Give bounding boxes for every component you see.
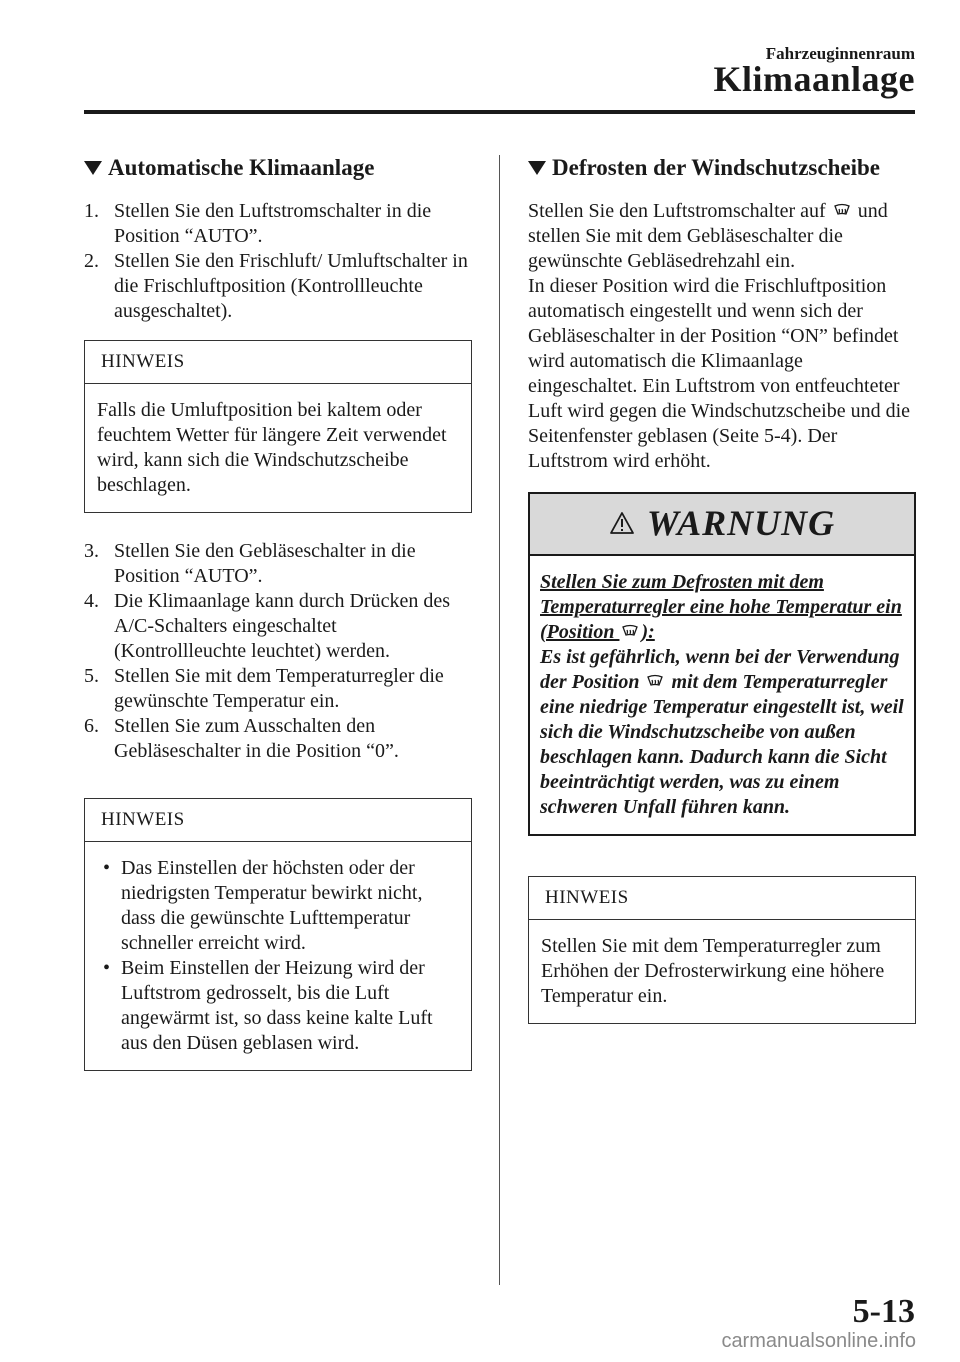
section-heading-automatic	[84, 155, 472, 181]
triangle-down-icon	[528, 161, 546, 175]
list-item	[97, 856, 459, 956]
list-item	[84, 714, 472, 764]
right-column	[528, 155, 916, 1050]
page-number: 5-13	[852, 1293, 915, 1330]
step-number: 1.	[84, 200, 99, 222]
list-item	[97, 956, 459, 1056]
warning-text: mit dem Temperaturregler eine niedrige Temperatur eingestellt ist, weil sich die Windschutzscheibe von außen beschlagen kann. Dadurch kann die Sicht beeinträchtigt werden, was zu einem schweren Unfall führen kann.	[540, 671, 904, 818]
warning-text: Es ist gefährlich, wenn bei der Verwendung der Position	[540, 646, 900, 693]
heading-text: Defrosten der Windschutzscheibe	[552, 155, 880, 180]
triangle-down-icon	[84, 161, 102, 175]
column-divider	[499, 155, 500, 1285]
note-text: Stellen Sie mit dem Temperaturregler zum Erhöhen der Defrosterwirkung eine höhere Temperatur ein.	[541, 935, 885, 1007]
chapter-title: Klimaanlage	[713, 59, 915, 99]
list-item	[84, 539, 472, 589]
step-text: Stellen Sie den Luftstromschalter in die Position “AUTO”.	[114, 200, 432, 247]
windshield-defrost-icon	[621, 624, 639, 640]
defrost-paragraph-1	[528, 199, 916, 274]
warning-body	[530, 556, 914, 834]
header-rule	[84, 110, 915, 114]
warning-lead-text: ):	[641, 621, 655, 643]
section-heading-defrost	[528, 155, 916, 181]
step-text: Die Klimaanlage kann durch Drücken des A/C-Schalters eingeschaltet (Kontrollleuchte leuchtet) werden.	[114, 590, 450, 662]
list-item	[84, 664, 472, 714]
note-box-3	[528, 876, 916, 1024]
step-number: 3.	[84, 540, 99, 562]
note-body	[85, 842, 471, 1070]
warning-header	[530, 494, 914, 556]
defrost-paragraph-2: In dieser Position wird die Frischluftposition automatisch eingestellt und wenn sich der Gebläseschalter in der Position “ON” befindet wird automatisch die Klimaanlage eingeschaltet. Ein Luftstrom von entfeuchteter Luft wird gegen die Windschutzscheibe und die Seitenfenster geblasen (Seite 5-4). Der Luftstrom wird erhöht.	[528, 275, 911, 472]
bullet-text: Beim Einstellen der Heizung wird der Luftstrom gedrosselt, bis die Luft angewärmt ist, so dass keine kalte Luft aus den Düsen geblasen wird.	[121, 957, 433, 1054]
warning-lead-text: Stellen Sie zum Defrosten mit dem Temperaturregler eine hohe Temperatur ein (Position	[540, 571, 902, 643]
note-bullets	[97, 856, 459, 1056]
note-box-1	[84, 340, 472, 513]
step-text: Stellen Sie mit dem Temperaturregler die gewünschte Temperatur ein.	[114, 665, 444, 712]
warning-lead	[540, 571, 902, 643]
paragraph-text: und stellen Sie mit dem Gebläseschalter die gewünschte Gebläsedrehzahl ein.	[528, 200, 888, 272]
bullet-icon: •	[103, 957, 111, 979]
heading-text: Automatische Klimaanlage	[108, 155, 375, 180]
steps-list-a	[84, 199, 472, 324]
section-title: Fahrzeuginnenraum	[765, 44, 915, 63]
list-item	[84, 199, 472, 249]
paragraph-text: Stellen Sie den Luftstromschalter auf	[528, 200, 826, 222]
bullet-text: Das Einstellen der höchsten oder der niedrigsten Temperatur bewirkt nicht, dass die gewünschte Lufttemperatur schneller erreicht wird.	[121, 857, 423, 954]
note-box-2	[84, 798, 472, 1071]
step-number: 5.	[84, 665, 99, 687]
bullet-icon: •	[103, 857, 111, 879]
warning-triangle-icon	[609, 511, 635, 535]
step-number: 4.	[84, 590, 99, 612]
left-column	[84, 155, 472, 1097]
steps-list-b	[84, 539, 472, 764]
step-text: Stellen Sie den Frischluft/ Umluftschalter in die Frischluftposition (Kontrollleuchte ausgeschaltet).	[114, 250, 468, 322]
note-title: HINWEIS	[529, 877, 915, 920]
step-number: 2.	[84, 250, 99, 272]
windshield-defrost-icon	[646, 674, 664, 690]
step-text: Stellen Sie den Gebläseschalter in die Position “AUTO”.	[114, 540, 416, 587]
warning-title: WARNUNG	[646, 503, 836, 543]
watermark-url: carmanualsonline.info	[721, 1330, 916, 1352]
note-title: HINWEIS	[85, 799, 471, 842]
windshield-defrost-icon	[833, 203, 851, 219]
list-item	[84, 589, 472, 664]
note-text: Falls die Umluftposition bei kaltem oder feuchtem Wetter für längere Zeit verwendet wird, kann sich die Windschutzscheibe beschlagen.	[97, 399, 447, 496]
list-item	[84, 249, 472, 324]
step-number: 6.	[84, 715, 99, 737]
note-title: HINWEIS	[85, 341, 471, 384]
step-text: Stellen Sie zum Ausschalten den Gebläseschalter in die Position “0”.	[114, 715, 399, 762]
warning-box	[528, 492, 916, 836]
